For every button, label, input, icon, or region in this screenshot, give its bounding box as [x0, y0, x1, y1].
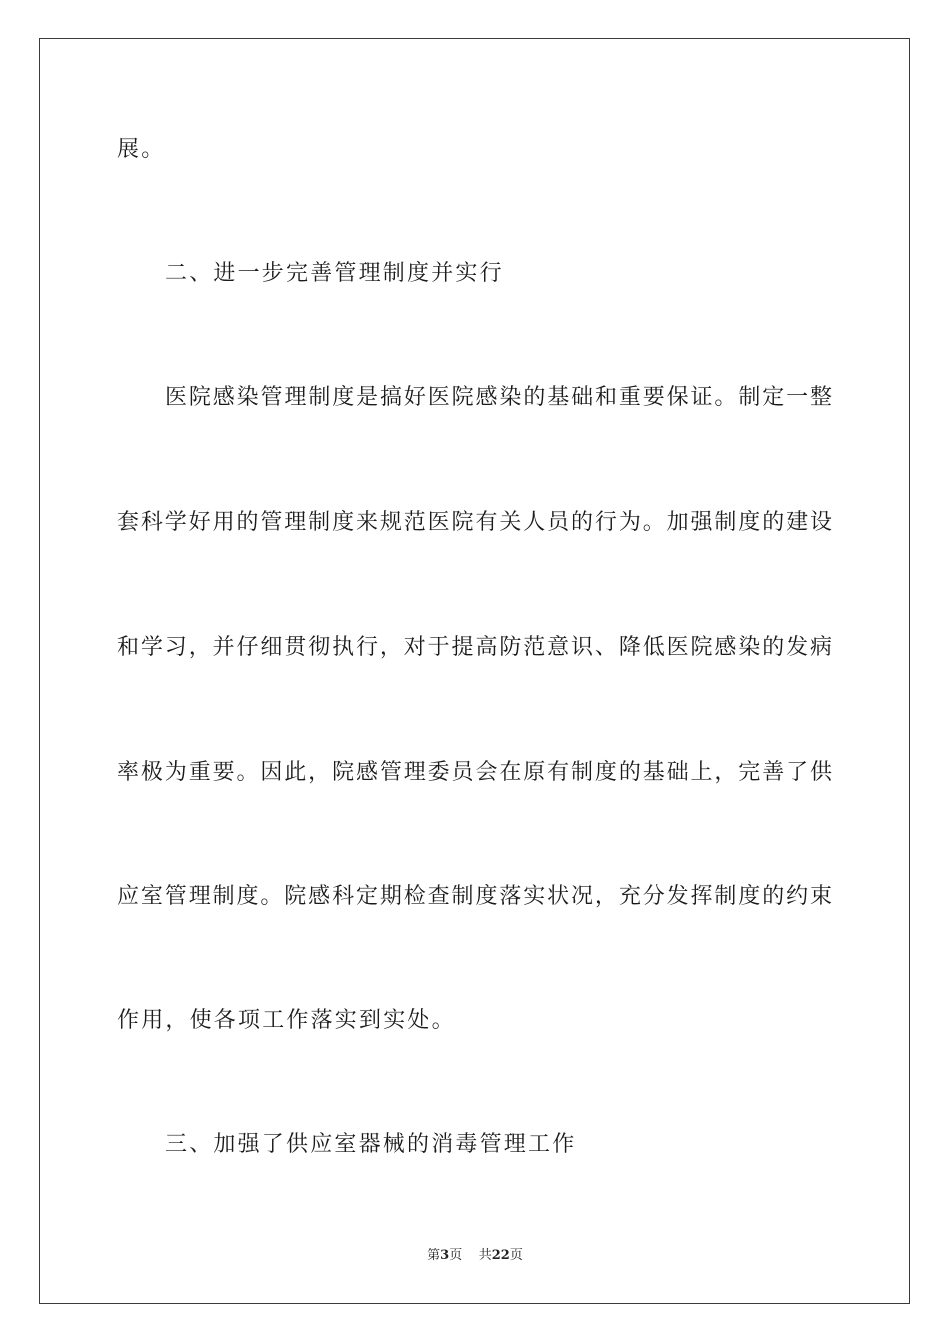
paragraph-line-1: 医院感染管理制度是搞好医院感染的基础和重要保证。制定一整: [165, 385, 832, 410]
section-heading-3: 三、加强了供应室器械的消毒管理工作: [165, 1132, 577, 1157]
paragraph-line-2: 套科学好用的管理制度来规范医院有关人员的行为。加强制度的建设: [117, 510, 832, 535]
paragraph-line-5: 应室管理制度。院感科定期检查制度落实状况，充分发挥制度的约束: [117, 884, 832, 909]
page-border: [39, 38, 910, 1304]
section-heading-2: 二、进一步完善管理制度并实行: [165, 261, 504, 286]
paragraph-line-4: 率极为重要。因此，院感管理委员会在原有制度的基础上，完善了供: [117, 760, 832, 785]
footer-total-number: 22: [491, 1248, 510, 1263]
text-line-continuation: 展。: [117, 137, 166, 162]
paragraph-line-3: 和学习，并仔细贯彻执行，对于提高防范意识、降低医院感染的发病: [117, 635, 832, 660]
footer-page-suffix: 页: [449, 1248, 463, 1263]
footer-page-prefix: 第: [427, 1248, 441, 1263]
page-footer: [0, 1247, 950, 1265]
paragraph-line-6: 作用，使各项工作落实到实处。: [117, 1008, 456, 1033]
footer-page-number: 3: [440, 1248, 450, 1263]
footer-total-suffix: 页: [509, 1248, 523, 1263]
footer-total-prefix: 共: [478, 1248, 492, 1263]
